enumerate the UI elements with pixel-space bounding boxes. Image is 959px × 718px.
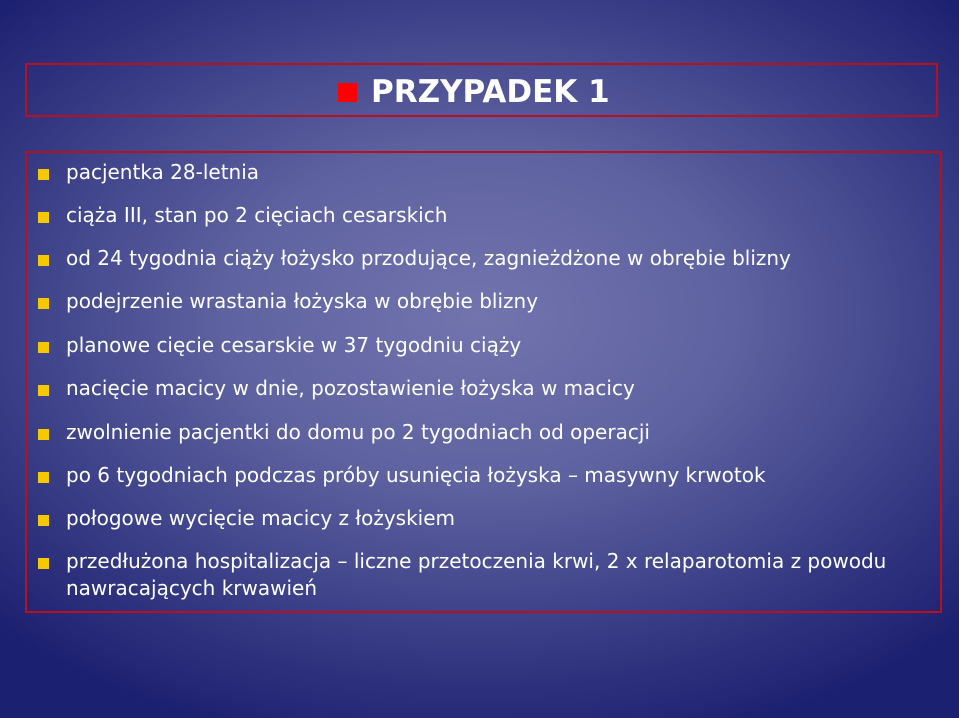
- list-item-text: podejrzenie wrastania łożyska w obrębie blizny: [66, 289, 539, 313]
- list-item-text: od 24 tygodnia ciąży łożysko przodujące, zagnieżdżone w obrębie blizny: [66, 246, 791, 270]
- list-item: [38, 159, 938, 186]
- square-bullet-icon: [38, 169, 49, 180]
- list-item: [38, 332, 938, 359]
- list-item: [38, 245, 938, 272]
- list-item-text: przedłużona hospitalizacja – liczne przetoczenia krwi, 2 x relaparotomia z powodu nawracających krwawień: [66, 549, 887, 600]
- square-bullet-icon: [38, 342, 49, 353]
- list-item-text: połogowe wycięcie macicy z łożyskiem: [66, 506, 456, 530]
- slide-title-text: PRZYPADEK 1: [371, 74, 610, 110]
- square-bullet-icon: [38, 429, 49, 440]
- square-bullet-icon: [38, 472, 49, 483]
- title-bullet-icon: [338, 83, 357, 102]
- square-bullet-icon: [38, 385, 49, 396]
- list-item: [38, 505, 938, 532]
- square-bullet-icon: [38, 558, 49, 569]
- square-bullet-icon: [38, 515, 49, 526]
- list-item: [38, 202, 938, 229]
- list-item-text: zwolnienie pacjentki do domu po 2 tygodniach od operacji: [66, 420, 650, 444]
- list-item: [38, 462, 938, 489]
- list-item: [38, 419, 938, 446]
- square-bullet-icon: [38, 255, 49, 266]
- list-item: [38, 288, 938, 315]
- list-item-text: ciąża III, stan po 2 cięciach cesarskich: [66, 203, 448, 227]
- list-item-text: planowe cięcie cesarskie w 37 tygodniu ciąży: [66, 333, 522, 357]
- square-bullet-icon: [38, 298, 49, 309]
- square-bullet-icon: [38, 212, 49, 223]
- list-item: [38, 375, 938, 402]
- list-item-text: nacięcie macicy w dnie, pozostawienie łożyska w macicy: [66, 376, 635, 400]
- slide-title: [338, 71, 610, 113]
- list-item-text: po 6 tygodniach podczas próby usunięcia łożyska – masywny krwotok: [66, 463, 766, 487]
- list-item-text: pacjentka 28-letnia: [66, 160, 260, 184]
- list-item: [38, 548, 938, 602]
